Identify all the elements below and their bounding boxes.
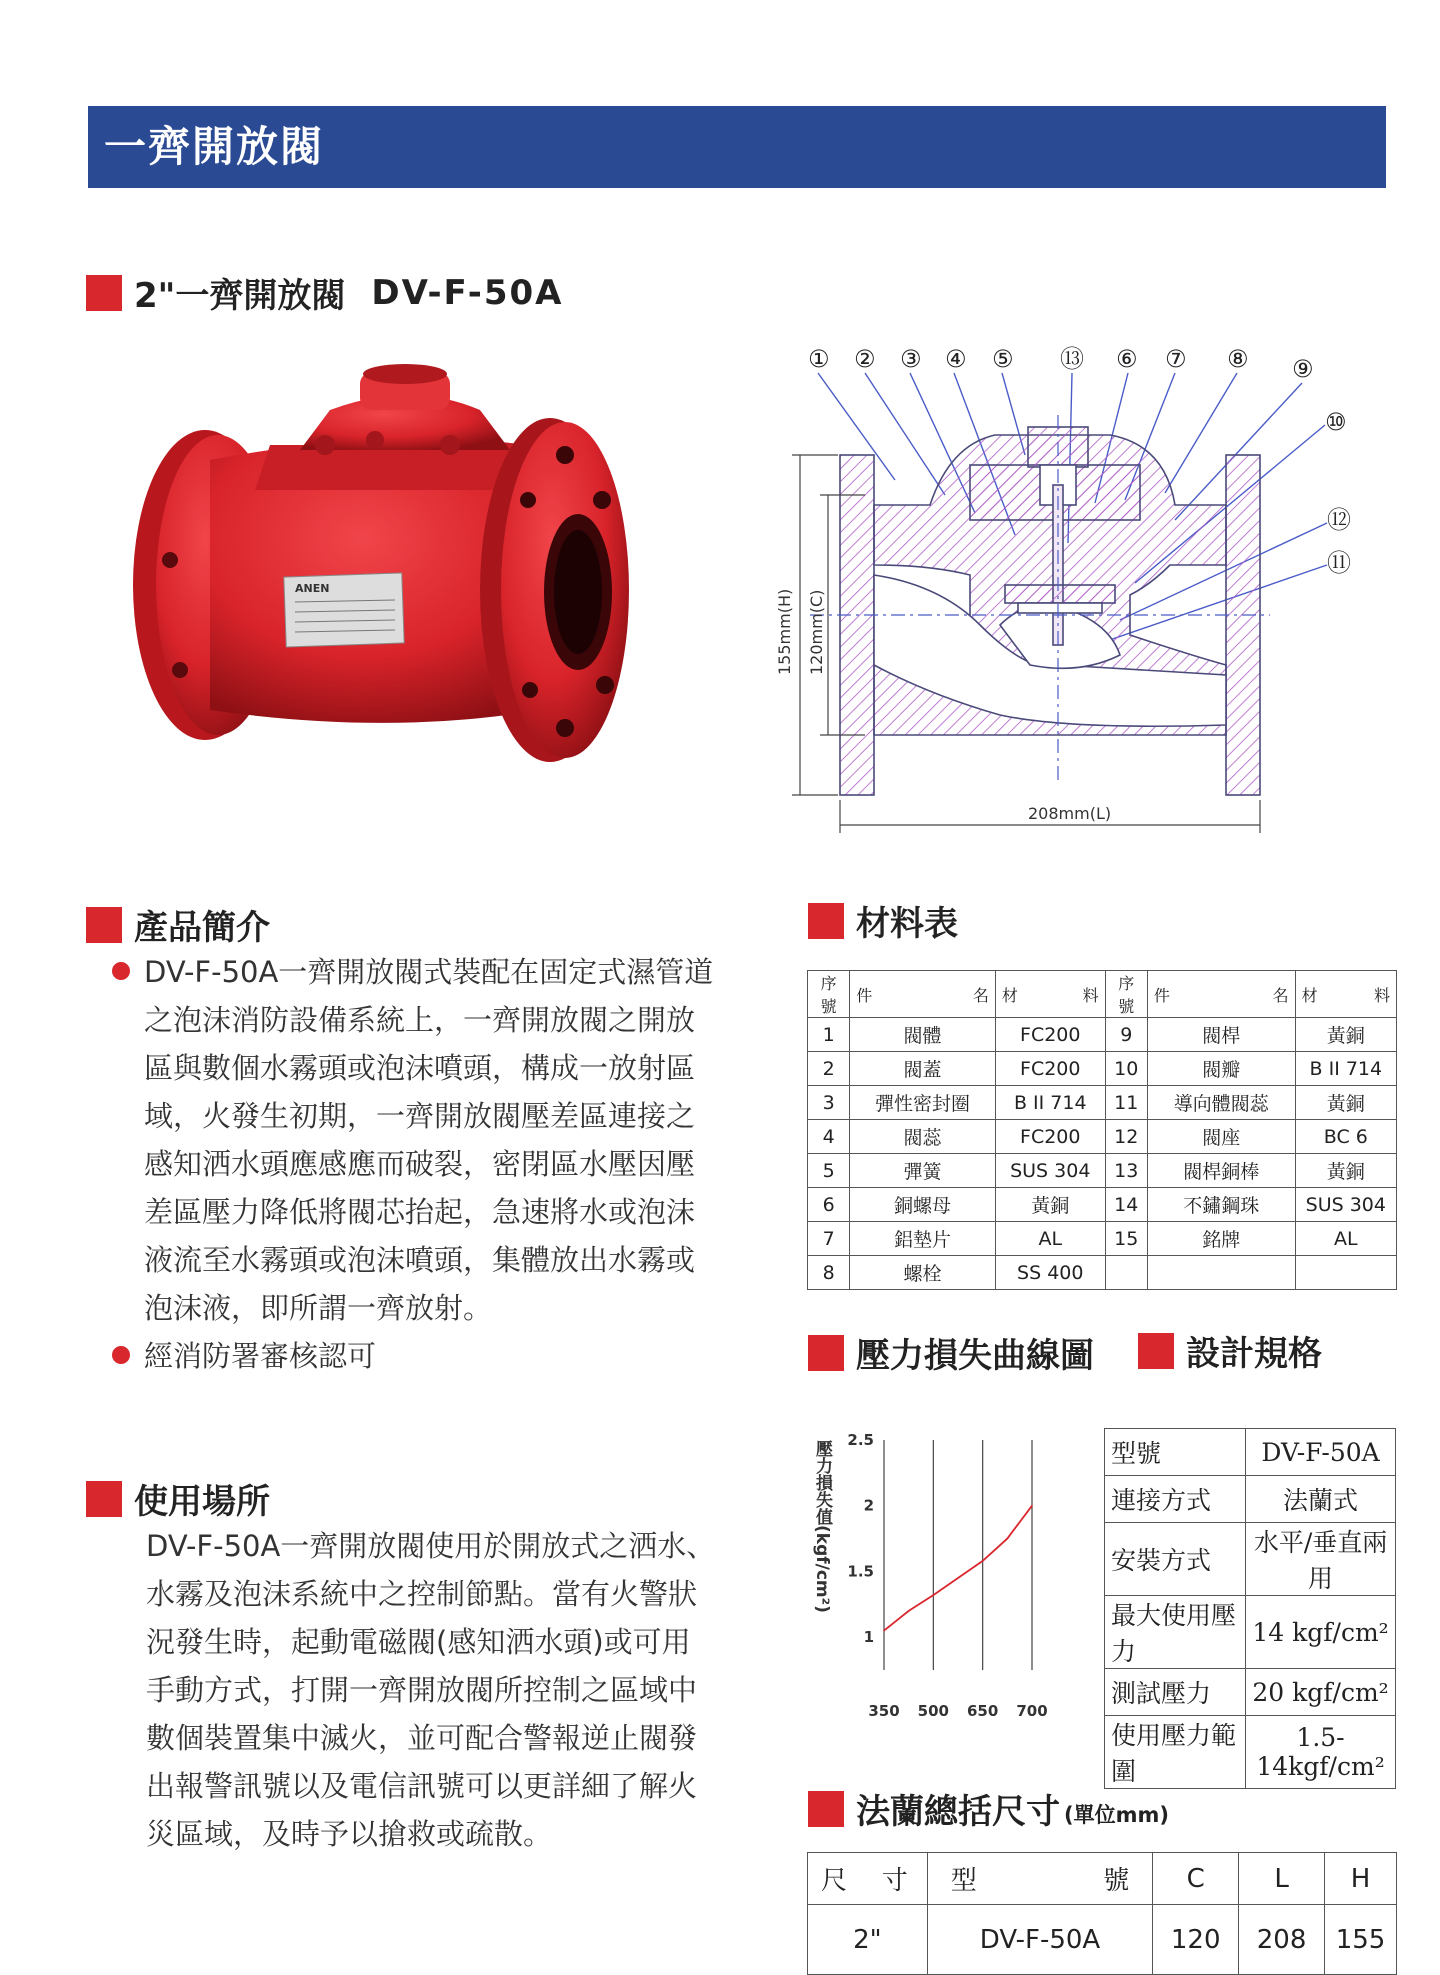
cross-section-diagram xyxy=(770,335,1390,840)
usage-heading xyxy=(86,1474,270,1523)
cell-material: 黃銅 xyxy=(1295,1018,1396,1052)
table-row xyxy=(808,1154,1397,1188)
spec-value: 14 kgf/cm² xyxy=(1246,1596,1396,1669)
spec-heading xyxy=(1138,1326,1322,1375)
col-mat-b: 料 xyxy=(1082,985,1099,1005)
cell-empty xyxy=(1147,1256,1295,1290)
data-point xyxy=(957,1577,959,1579)
materials-table xyxy=(807,970,1397,1290)
col-c: C xyxy=(1153,1853,1239,1905)
callout-12: ⑫ xyxy=(1327,506,1351,534)
usage-line: DV-F-50A一齊開放閥使用於開放式之洒水、 xyxy=(146,1529,716,1563)
callout-10: ⑩ xyxy=(1325,408,1347,436)
cell-part: 閥蓋 xyxy=(850,1052,996,1086)
bullet-icon xyxy=(112,962,130,980)
section-marker xyxy=(86,1481,122,1517)
cell-size: 2" xyxy=(808,1905,928,1975)
intro-line: 液流至水霧頭或泡沫噴頭，集體放出水霧或 xyxy=(144,1243,696,1277)
product-heading-text: 2"一齊開放閥 xyxy=(134,276,346,316)
cell-no: 2 xyxy=(808,1052,850,1086)
x-tick-label: 500 xyxy=(917,1702,949,1720)
col-size-b: 寸 xyxy=(881,1866,908,1896)
cell-no: 7 xyxy=(808,1222,850,1256)
spec-heading-text: 設計規格 xyxy=(1186,1334,1322,1374)
table-header-row xyxy=(808,1853,1397,1905)
cell-part: 銅螺母 xyxy=(850,1188,996,1222)
valve-photo xyxy=(120,360,690,800)
col-model-a: 型 xyxy=(950,1866,977,1896)
cell-h: 155 xyxy=(1325,1905,1397,1975)
cell-no: 9 xyxy=(1105,1018,1147,1052)
intro-heading xyxy=(86,900,270,949)
flange-table xyxy=(807,1852,1397,1975)
col-part-b: 名 xyxy=(972,985,989,1005)
usage-heading-text: 使用場所 xyxy=(134,1482,270,1522)
intro-line: 經消防署審核認可 xyxy=(144,1339,377,1373)
table-row xyxy=(1105,1523,1396,1596)
usage-body xyxy=(146,1522,746,1858)
page-title: 一齊開放閥 xyxy=(104,122,325,171)
callout-13: ⑬ xyxy=(1060,345,1084,373)
data-point xyxy=(883,1630,885,1632)
cell-empty xyxy=(1105,1256,1147,1290)
spec-value: 1.5-14kgf/cm² xyxy=(1246,1716,1396,1789)
spec-value: DV-F-50A xyxy=(1246,1429,1396,1476)
cell-part: 閥蕊 xyxy=(850,1120,996,1154)
pressure-loss-chart xyxy=(800,1420,1070,1750)
section-marker xyxy=(86,907,122,943)
cell-material: FC200 xyxy=(995,1120,1105,1154)
table-row xyxy=(1105,1669,1396,1716)
intro-line: 之泡沫消防設備系統上，一齊開放閥之開放 xyxy=(144,1003,696,1037)
section-marker xyxy=(808,1335,844,1371)
section-marker xyxy=(86,275,122,311)
intro-list xyxy=(112,948,732,1380)
cell-no: 4 xyxy=(808,1120,850,1154)
data-point xyxy=(982,1560,984,1562)
nameplate-brand: ANEN xyxy=(295,582,330,595)
cell-part: 閥桿 xyxy=(1147,1018,1295,1052)
cell-material: 黃銅 xyxy=(1295,1086,1396,1120)
chart-heading xyxy=(808,1328,1094,1377)
intro-item xyxy=(112,948,732,1332)
cell-material: SUS 304 xyxy=(1295,1188,1396,1222)
x-tick-label: 350 xyxy=(868,1702,900,1720)
col-mat-a: 材 xyxy=(1001,985,1018,1005)
table-row xyxy=(808,1052,1397,1086)
cell-part: 閥桿銅棒 xyxy=(1147,1154,1295,1188)
table-row xyxy=(808,1222,1397,1256)
usage-line: 況發生時，起動電磁閥(感知洒水頭)或可用 xyxy=(146,1625,691,1659)
usage-line: 數個裝置集中滅火，並可配合警報逆止閥發 xyxy=(146,1721,698,1755)
intro-line: 泡沫液，即所謂一齊放射。 xyxy=(144,1291,493,1325)
cell-l: 208 xyxy=(1239,1905,1325,1975)
intro-item xyxy=(112,1332,732,1380)
callout-7: ⑦ xyxy=(1165,345,1187,373)
flange-heading xyxy=(808,1784,1169,1833)
table-row xyxy=(808,1256,1397,1290)
cell-no: 12 xyxy=(1105,1120,1147,1154)
cell-part: 閥體 xyxy=(850,1018,996,1052)
cell-no: 6 xyxy=(808,1188,850,1222)
spec-value: 20 kgf/cm² xyxy=(1246,1669,1396,1716)
cell-material: 黃銅 xyxy=(995,1188,1105,1222)
cell-no: 5 xyxy=(808,1154,850,1188)
section-marker xyxy=(808,903,844,939)
cell-no: 1 xyxy=(808,1018,850,1052)
intro-line: 感知洒水頭應感應而破裂，密閉區水壓因壓 xyxy=(144,1147,696,1181)
cell-material: FC200 xyxy=(995,1018,1105,1052)
callout-6: ⑥ xyxy=(1116,345,1138,373)
cell-part: 閥瓣 xyxy=(1147,1052,1295,1086)
data-point xyxy=(1007,1538,1009,1540)
x-tick-label: 650 xyxy=(967,1702,999,1720)
table-row xyxy=(808,1188,1397,1222)
usage-line: 水霧及泡沫系統中之控制節點。當有火警狀 xyxy=(146,1577,698,1611)
cell-part: 彈簧 xyxy=(850,1154,996,1188)
cell-part: 閥座 xyxy=(1147,1120,1295,1154)
col-model-b: 號 xyxy=(1103,1866,1130,1896)
cell-no: 10 xyxy=(1105,1052,1147,1086)
bullet-icon xyxy=(112,1346,130,1364)
spec-label: 連接方式 xyxy=(1105,1476,1246,1523)
col-model xyxy=(927,1853,1152,1905)
cell-model: DV-F-50A xyxy=(927,1905,1152,1975)
intro-heading-text: 產品簡介 xyxy=(134,908,270,948)
col-material xyxy=(995,971,1105,1018)
data-point xyxy=(933,1594,935,1596)
page-title-banner xyxy=(88,106,1386,188)
table-row xyxy=(808,1018,1397,1052)
series-line xyxy=(884,1506,1032,1631)
flange-unit: (單位mm) xyxy=(1064,1802,1169,1827)
intro-line: 區與數個水霧頭或泡沫噴頭，構成一放射區 xyxy=(144,1051,696,1085)
spec-label: 安裝方式 xyxy=(1105,1523,1246,1596)
callout-5: ⑤ xyxy=(992,345,1014,373)
callout-3: ③ xyxy=(900,345,922,373)
materials-heading xyxy=(808,896,958,945)
table-row xyxy=(808,1905,1397,1975)
intro-line: DV-F-50A一齊開放閥式裝配在固定式濕管道 xyxy=(144,955,714,989)
spec-value: 水平/垂直兩用 xyxy=(1246,1523,1396,1596)
cell-material: SS 400 xyxy=(995,1256,1105,1290)
cell-no: 13 xyxy=(1105,1154,1147,1188)
cell-no: 11 xyxy=(1105,1086,1147,1120)
cell-part: 導向體閥蕊 xyxy=(1147,1086,1295,1120)
spec-label: 使用壓力範圍 xyxy=(1105,1716,1246,1789)
callout-11: ⑪ xyxy=(1327,549,1351,577)
flange-heading-text: 法蘭總括尺寸 xyxy=(856,1792,1060,1832)
usage-line: 災區域，及時予以搶救或疏散。 xyxy=(146,1817,553,1851)
y-axis-label: 壓力損失值(kgf/cm²) xyxy=(812,1440,832,1613)
product-heading xyxy=(86,268,563,317)
col-material xyxy=(1295,971,1396,1018)
cell-part: 彈性密封圈 xyxy=(850,1086,996,1120)
section-marker xyxy=(808,1791,844,1827)
col-part-a: 件 xyxy=(1153,985,1170,1005)
cell-material: AL xyxy=(995,1222,1105,1256)
col-l: L xyxy=(1239,1853,1325,1905)
cell-material: B II 714 xyxy=(995,1086,1105,1120)
cell-empty xyxy=(1295,1256,1396,1290)
cell-material: SUS 304 xyxy=(995,1154,1105,1188)
cell-part: 銘牌 xyxy=(1147,1222,1295,1256)
cell-no: 15 xyxy=(1105,1222,1147,1256)
cell-material: FC200 xyxy=(995,1052,1105,1086)
col-mat-a: 材 xyxy=(1301,985,1318,1005)
y-tick-label: 2 xyxy=(863,1496,874,1515)
cell-no: 14 xyxy=(1105,1188,1147,1222)
cell-material: B II 714 xyxy=(1295,1052,1396,1086)
cell-c: 120 xyxy=(1153,1905,1239,1975)
section-marker xyxy=(1138,1333,1174,1369)
y-tick-label: 2.5 xyxy=(847,1431,874,1449)
col-h: H xyxy=(1325,1853,1397,1905)
dim-h-label: 155mm(H) xyxy=(775,588,794,675)
data-point xyxy=(1031,1505,1033,1507)
col-part xyxy=(850,971,996,1018)
table-row xyxy=(808,1120,1397,1154)
y-tick-label: 1 xyxy=(863,1628,874,1647)
x-tick-label: 700 xyxy=(1016,1702,1048,1720)
dim-c-label: 120mm(C) xyxy=(807,589,826,675)
product-model: DV-F-50A xyxy=(371,272,564,313)
usage-line: 手動方式，打開一齊開放閥所控制之區域中 xyxy=(146,1673,698,1707)
table-row xyxy=(1105,1476,1396,1523)
spec-label: 最大使用壓力 xyxy=(1105,1596,1246,1669)
spec-label: 測試壓力 xyxy=(1105,1669,1246,1716)
callout-9: ⑨ xyxy=(1292,355,1314,383)
cell-material: BC 6 xyxy=(1295,1120,1396,1154)
data-point xyxy=(908,1610,910,1612)
col-size-a: 尺 xyxy=(821,1866,848,1896)
col-no: 序號 xyxy=(808,971,850,1018)
intro-line: 域，火發生初期，一齊開放閥壓差區連接之 xyxy=(144,1099,696,1133)
spec-table xyxy=(1104,1428,1396,1789)
chart-heading-text: 壓力損失曲線圖 xyxy=(856,1336,1094,1376)
table-header-row xyxy=(808,971,1397,1018)
col-part-a: 件 xyxy=(856,985,873,1005)
table-row xyxy=(1105,1716,1396,1789)
col-size xyxy=(808,1853,928,1905)
intro-body xyxy=(112,948,732,1380)
dim-l-label: 208mm(L) xyxy=(1028,804,1112,823)
table-row xyxy=(1105,1596,1396,1669)
callout-1: ① xyxy=(808,345,830,373)
col-part-b: 名 xyxy=(1272,985,1289,1005)
cell-no: 3 xyxy=(808,1086,850,1120)
spec-value: 法蘭式 xyxy=(1246,1476,1396,1523)
usage-line: 出報警訊號以及電信訊號可以更詳細了解火 xyxy=(146,1769,698,1803)
callout-8: ⑧ xyxy=(1227,345,1249,373)
table-row xyxy=(1105,1429,1396,1476)
cell-part: 螺栓 xyxy=(850,1256,996,1290)
col-part xyxy=(1147,971,1295,1018)
materials-heading-text: 材料表 xyxy=(856,904,958,944)
spec-label: 型號 xyxy=(1105,1429,1246,1476)
cell-material: 黃銅 xyxy=(1295,1154,1396,1188)
cell-part: 不鏽鋼珠 xyxy=(1147,1188,1295,1222)
cell-no: 8 xyxy=(808,1256,850,1290)
callout-2: ② xyxy=(854,345,876,373)
y-tick-label: 1.5 xyxy=(847,1562,874,1581)
cell-material: AL xyxy=(1295,1222,1396,1256)
col-mat-b: 料 xyxy=(1373,985,1390,1005)
intro-line: 差區壓力降低將閥芯抬起，急速將水或泡沫 xyxy=(144,1195,696,1229)
callout-4: ④ xyxy=(945,345,967,373)
table-row xyxy=(808,1086,1397,1120)
cell-part: 鋁墊片 xyxy=(850,1222,996,1256)
col-no: 序號 xyxy=(1105,971,1147,1018)
